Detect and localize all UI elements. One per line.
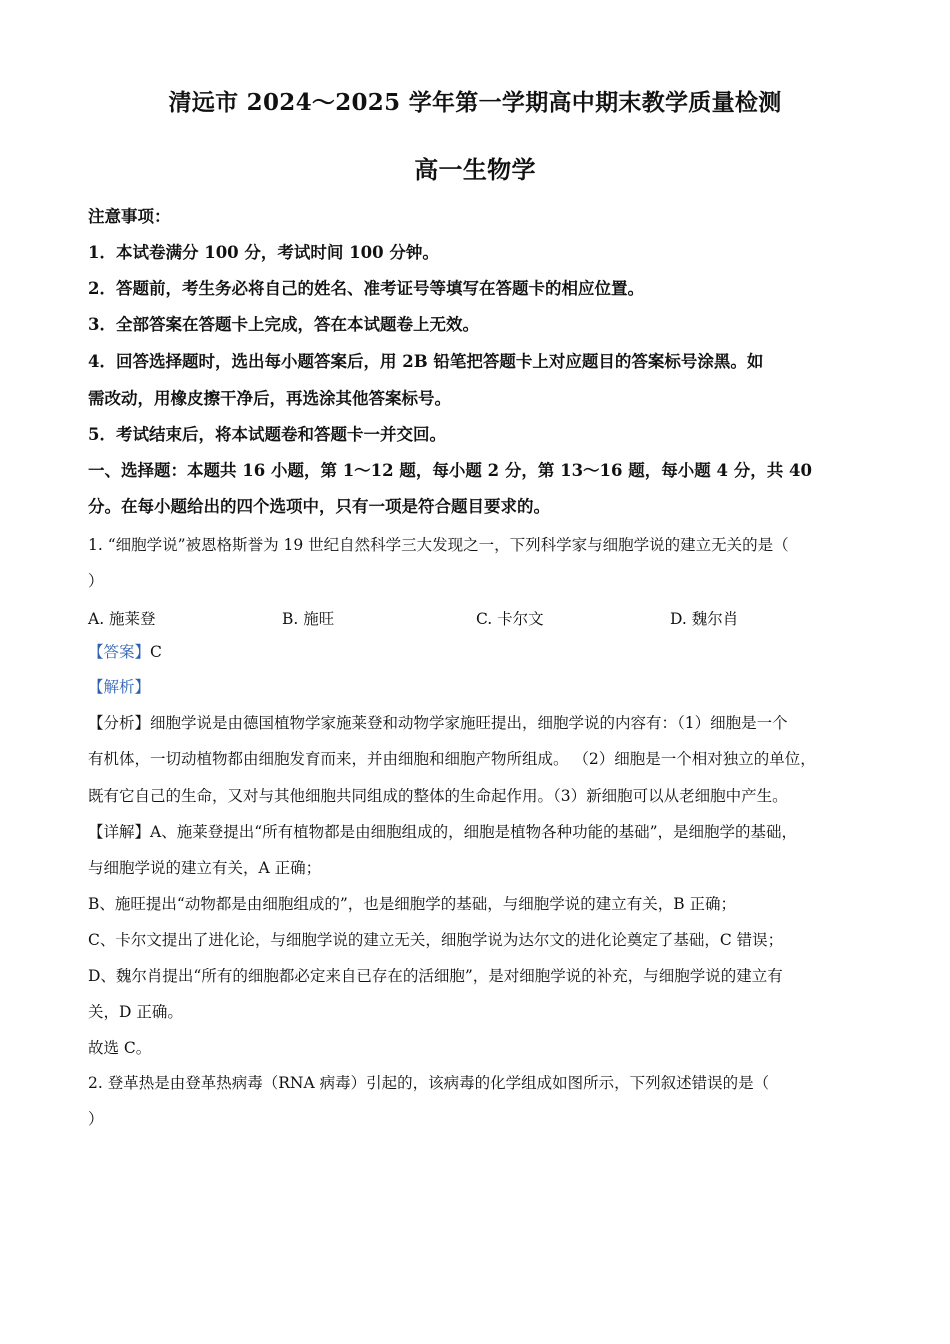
q1-stem: ） [88,572,104,590]
page-title: 清远市 2024～2025 学年第一学期高中期末教学质量检测 [168,89,782,116]
q1-option-a: A. 施莱登 [88,610,156,628]
q1-answer [88,642,863,662]
q1-detail: C、卡尔文提出了进化论，与细胞学说的建立无关，细胞学说为达尔文的进化论奠定了基础，C 错误； [88,931,784,949]
q1-detail: B、施旺提出“动物都是由细胞组成的”，也是细胞学的基础，与细胞学说的建立有关，B 正确； [88,895,737,913]
answer-value: C [150,643,162,661]
q2-stem: 2. 登革热是由登革热病毒（RNA 病毒）引起的，该病毒的化学组成如图所示，下列叙述错误的是（ [88,1074,770,1092]
notice-item: 4．回答选择题时，选出每小题答案后，用 2B 铅笔把答题卡上对应题目的答案标号涂黑。如 [88,352,764,371]
section-heading: 一、选择题：本题共 16 小题，第 1～12 题，每小题 2 分，第 13～16 题，每小题 4 分，共 40 [88,461,812,480]
q1-detail: D、魏尔肖提出“所有的细胞都必定来自已存在的活细胞”，是对细胞学说的补充，与细胞学说的建立有 [88,967,783,985]
q2-stem: ） [88,1110,104,1128]
q1-detail: 【详解】A、施莱登提出“所有植物都是由细胞组成的，细胞是植物各种功能的基础”，是细胞学的基础， [88,823,798,841]
answer-tag: 【答案】 [88,643,151,661]
q1-analysis: 既有它自己的生命，又对与其他细胞共同组成的整体的生命起作用。（3）新细胞可以从老细胞中产生。 [88,787,788,805]
notice-item: 5．考试结束后，将本试题卷和答题卡一并交回。 [88,425,446,444]
section-heading: 分。在每小题给出的四个选项中，只有一项是符合题目要求的。 [88,497,550,516]
page-subtitle: 高一生物学 [414,155,536,184]
q1-option-b: B. 施旺 [282,610,335,628]
analysis-tag: 【解析】 [88,678,151,696]
q1-option-c: C. 卡尔文 [476,610,544,628]
notice-item: 2．答题前，考生务必将自己的姓名、准考证号等填写在答题卡的相应位置。 [88,279,644,298]
q1-detail: 与细胞学说的建立有关，A 正确； [88,859,322,877]
q1-option-d: D. 魏尔肖 [670,610,739,628]
notice-item: 3．全部答案在答题卡上完成，答在本试题卷上无效。 [88,315,479,334]
q1-stem: 1. “细胞学说”被恩格斯誉为 19 世纪自然科学三大发现之一，下列科学家与细胞学说的建立无关的是（ [88,536,789,554]
notice-item: 需改动，用橡皮擦干净后，再选涂其他答案标号。 [88,389,451,408]
notice-item: 1．本试卷满分 100 分，考试时间 100 分钟。 [88,243,439,262]
notice-heading: 注意事项： [88,207,171,226]
q1-analysis: 有机体，一切动植物都由细胞发育而来，并由细胞和细胞产物所组成。 （2）细胞是一个相对独立的单位， [88,750,816,768]
q1-analysis: 【分析】细胞学说是由德国植物学家施莱登和动物学家施旺提出，细胞学说的内容有：（1）细胞是一个 [88,714,788,732]
q1-detail: 关，D 正确。 [88,1003,183,1021]
q1-detail: 故选 C。 [88,1039,152,1057]
